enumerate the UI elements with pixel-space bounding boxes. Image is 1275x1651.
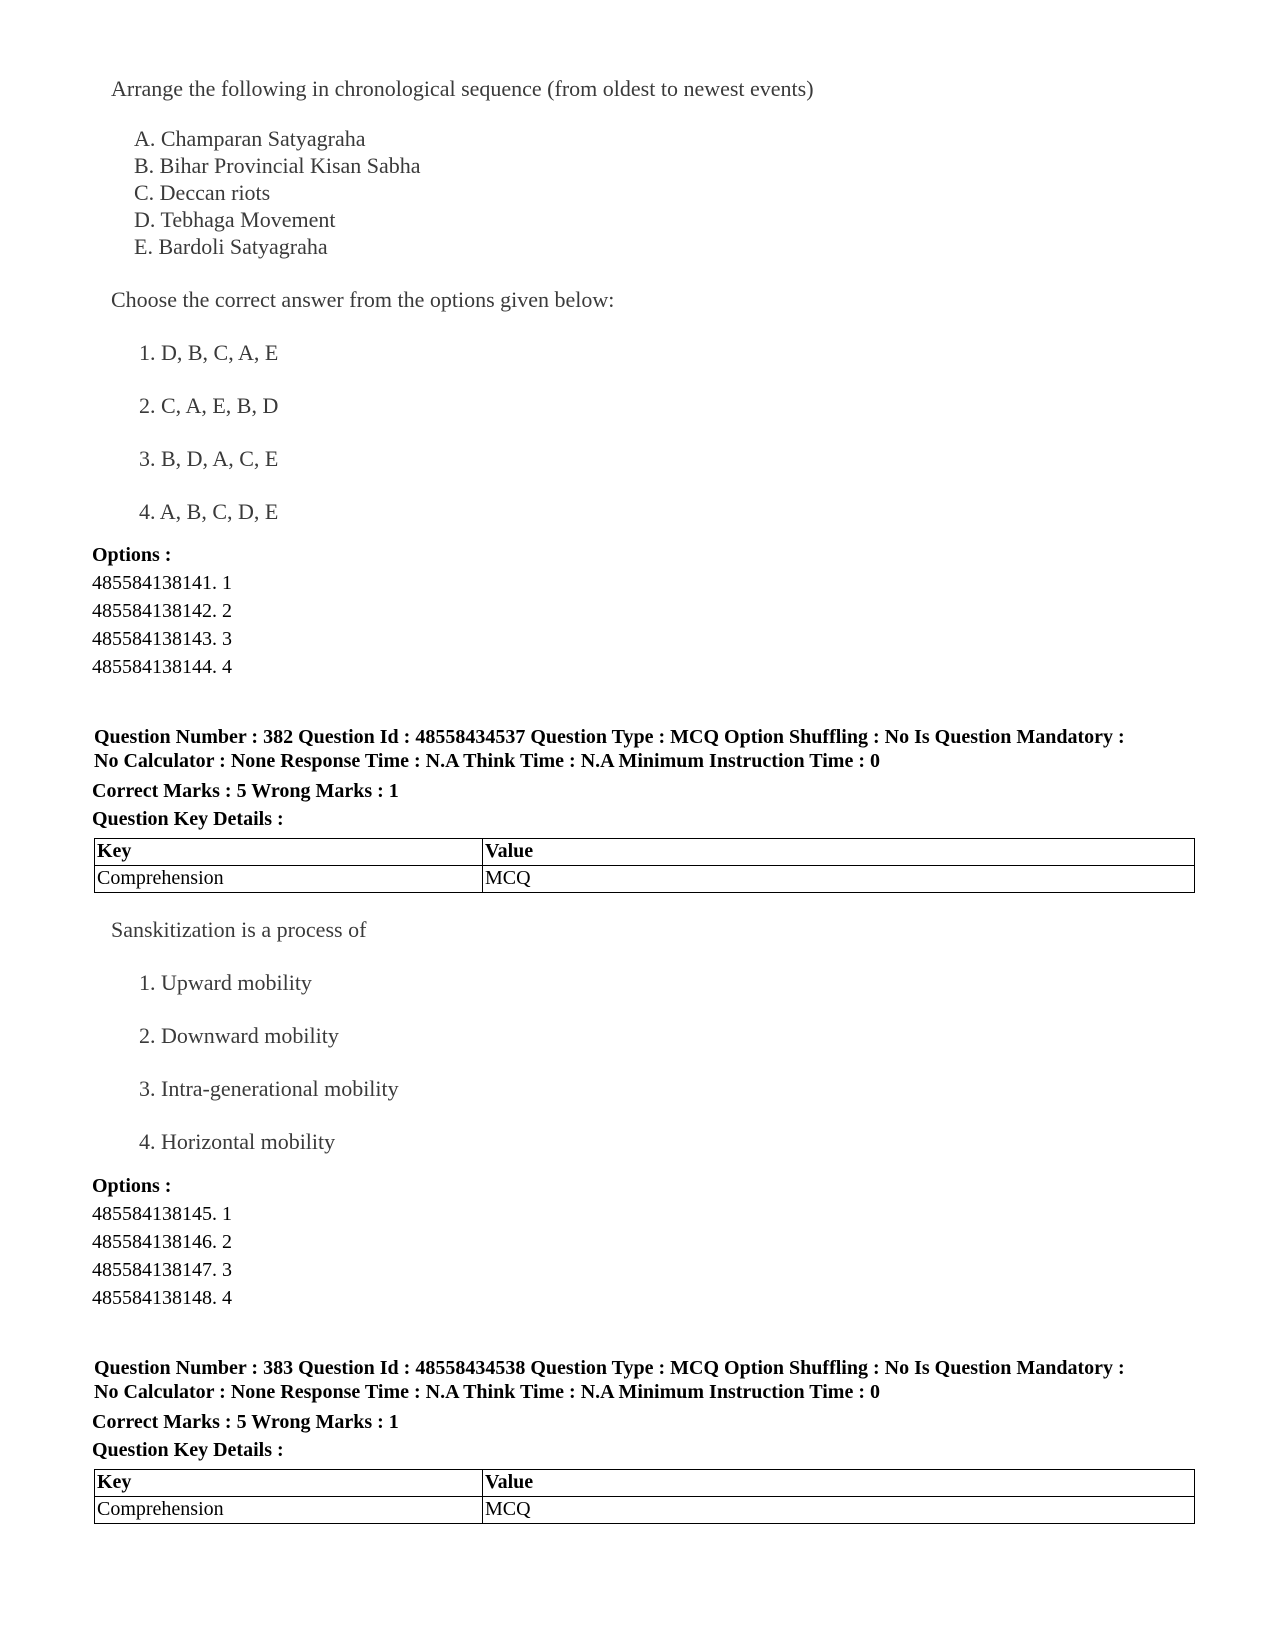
table-cell-key: Comprehension <box>95 1497 483 1524</box>
table-header-value: Value <box>483 1470 1195 1497</box>
q382-meta-line2: No Calculator : None Response Time : N.A Think Time : N.A Minimum Instruction Time : 0 <box>94 750 880 772</box>
q382-meta-line1: Question Number : 382 Question Id : 48558434537 Question Type : MCQ Option Shuffling : No Is Question Mandatory : <box>94 726 1125 748</box>
q383-marks: Correct Marks : 5 Wrong Marks : 1 <box>92 1411 399 1433</box>
q382-choice: 2. Downward mobility <box>139 1023 339 1048</box>
q383-key-details-label: Question Key Details : <box>92 1439 284 1461</box>
q381-item: E. Bardoli Satyagraha <box>134 234 328 259</box>
q381-item: A. Champaran Satyagraha <box>134 126 366 151</box>
q381-option: 485584138144. 4 <box>92 656 232 678</box>
table-header-row <box>95 1470 1195 1497</box>
q382-choice: 4. Horizontal mobility <box>139 1129 336 1154</box>
q382-meta <box>94 725 1214 773</box>
q383-key-table <box>94 1469 1195 1524</box>
table-cell-value: MCQ <box>483 1497 1195 1524</box>
q381-choice: 2. C, A, E, B, D <box>139 393 279 418</box>
q381-choice: 3. B, D, A, C, E <box>139 446 279 471</box>
table-header-key: Key <box>95 1470 483 1497</box>
q382-options-label: Options : <box>92 1175 172 1197</box>
q382-key-details-label: Question Key Details : <box>92 808 284 830</box>
table-header-row <box>95 839 1195 866</box>
q381-choice: 1. D, B, C, A, E <box>139 340 279 365</box>
q383-meta-line1: Question Number : 383 Question Id : 48558434538 Question Type : MCQ Option Shuffling : No Is Question Mandatory : <box>94 1357 1125 1379</box>
table-row <box>95 866 1195 893</box>
q382-choice: 1. Upward mobility <box>139 970 312 995</box>
q381-instruction: Choose the correct answer from the options given below: <box>111 287 615 312</box>
table-row <box>95 1497 1195 1524</box>
q382-choice: 3. Intra-generational mobility <box>139 1076 399 1101</box>
q383-meta-line2: No Calculator : None Response Time : N.A Think Time : N.A Minimum Instruction Time : 0 <box>94 1381 880 1403</box>
q382-option: 485584138146. 2 <box>92 1231 232 1253</box>
q381-option: 485584138141. 1 <box>92 572 232 594</box>
q381-item: D. Tebhaga Movement <box>134 207 336 232</box>
table-header-value: Value <box>483 839 1195 866</box>
table-header-key: Key <box>95 839 483 866</box>
table-cell-value: MCQ <box>483 866 1195 893</box>
q381-item: C. Deccan riots <box>134 180 271 205</box>
q381-options-label: Options : <box>92 544 172 566</box>
table-cell-key: Comprehension <box>95 866 483 893</box>
q381-option: 485584138143. 3 <box>92 628 232 650</box>
q382-marks: Correct Marks : 5 Wrong Marks : 1 <box>92 780 399 802</box>
q382-stem: Sanskitization is a process of <box>111 917 367 942</box>
q381-stem: Arrange the following in chronological sequence (from oldest to newest events) <box>111 76 814 101</box>
q382-option: 485584138145. 1 <box>92 1203 232 1225</box>
q382-option: 485584138148. 4 <box>92 1287 232 1309</box>
q381-item: B. Bihar Provincial Kisan Sabha <box>134 153 421 178</box>
q382-key-table <box>94 838 1195 893</box>
q382-option: 485584138147. 3 <box>92 1259 232 1281</box>
q383-meta <box>94 1356 1214 1404</box>
q381-choice: 4. A, B, C, D, E <box>139 499 279 524</box>
q381-option: 485584138142. 2 <box>92 600 232 622</box>
